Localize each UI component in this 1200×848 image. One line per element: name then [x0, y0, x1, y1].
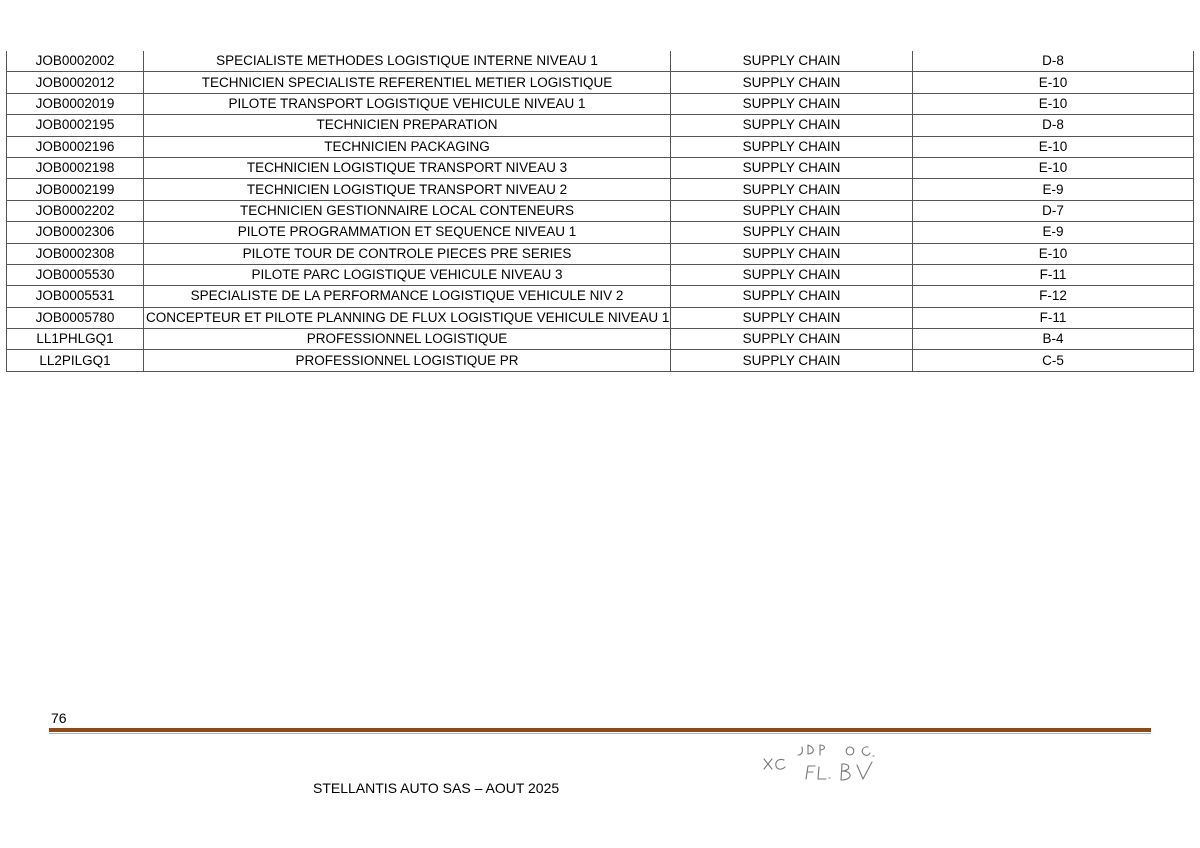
- job-code-cell: JOB0002308: [7, 243, 144, 264]
- job-title-cell: PROFESSIONNEL LOGISTIQUE PR: [144, 350, 671, 371]
- table-row: [7, 179, 1194, 200]
- job-code-cell: JOB0002195: [7, 115, 144, 136]
- job-title-cell: TECHNICIEN SPECIALISTE REFERENTIEL METIER LOGISTIQUE: [144, 72, 671, 93]
- job-code-cell: JOB0002196: [7, 136, 144, 157]
- job-code-cell: JOB0002306: [7, 222, 144, 243]
- table-row: [7, 200, 1194, 221]
- job-grade-cell: F-12: [913, 286, 1194, 307]
- job-title-cell: PILOTE PARC LOGISTIQUE VEHICULE NIVEAU 3: [144, 264, 671, 285]
- job-family-cell: SUPPLY CHAIN: [671, 93, 913, 114]
- job-grade-cell: D-8: [913, 115, 1194, 136]
- handwritten-initials: [756, 738, 896, 788]
- job-grade-cell: E-10: [913, 93, 1194, 114]
- job-family-cell: SUPPLY CHAIN: [671, 329, 913, 350]
- job-code-cell: JOB0002019: [7, 93, 144, 114]
- job-title-cell: CONCEPTEUR ET PILOTE PLANNING DE FLUX LOGISTIQUE VEHICULE NIVEAU 1: [144, 307, 671, 328]
- job-grade-cell: D-7: [913, 200, 1194, 221]
- job-title-cell: TECHNICIEN LOGISTIQUE TRANSPORT NIVEAU 2: [144, 179, 671, 200]
- job-family-cell: SUPPLY CHAIN: [671, 157, 913, 178]
- job-title-cell: PILOTE PROGRAMMATION ET SEQUENCE NIVEAU 1: [144, 222, 671, 243]
- footer-text: STELLANTIS AUTO SAS – AOUT 2025: [313, 780, 560, 796]
- job-grade-cell: C-5: [913, 350, 1194, 371]
- table-row: [7, 93, 1194, 114]
- job-family-cell: SUPPLY CHAIN: [671, 200, 913, 221]
- job-family-cell: SUPPLY CHAIN: [671, 51, 913, 72]
- job-code-cell: JOB0005531: [7, 286, 144, 307]
- job-family-cell: SUPPLY CHAIN: [671, 286, 913, 307]
- job-table: [6, 51, 1194, 372]
- job-grade-cell: B-4: [913, 329, 1194, 350]
- job-grade-cell: E-9: [913, 179, 1194, 200]
- job-code-cell: JOB0002002: [7, 51, 144, 72]
- job-title-cell: PILOTE TOUR DE CONTROLE PIECES PRE SERIES: [144, 243, 671, 264]
- table-row: [7, 157, 1194, 178]
- table-row: [7, 243, 1194, 264]
- job-family-cell: SUPPLY CHAIN: [671, 222, 913, 243]
- job-family-cell: SUPPLY CHAIN: [671, 264, 913, 285]
- table-row: [7, 51, 1194, 72]
- job-family-cell: SUPPLY CHAIN: [671, 243, 913, 264]
- table-row: [7, 264, 1194, 285]
- table-row: [7, 115, 1194, 136]
- job-title-cell: PILOTE TRANSPORT LOGISTIQUE VEHICULE NIVEAU 1: [144, 93, 671, 114]
- job-title-cell: SPECIALISTE METHODES LOGISTIQUE INTERNE NIVEAU 1: [144, 51, 671, 72]
- job-family-cell: SUPPLY CHAIN: [671, 72, 913, 93]
- table-row: [7, 329, 1194, 350]
- footer-rule: [49, 728, 1151, 732]
- job-grade-cell: E-10: [913, 157, 1194, 178]
- job-grade-cell: F-11: [913, 264, 1194, 285]
- table-row: [7, 136, 1194, 157]
- job-title-cell: PROFESSIONNEL LOGISTIQUE: [144, 329, 671, 350]
- job-title-cell: SPECIALISTE DE LA PERFORMANCE LOGISTIQUE VEHICULE NIV 2: [144, 286, 671, 307]
- job-grade-cell: E-10: [913, 243, 1194, 264]
- job-code-cell: JOB0005780: [7, 307, 144, 328]
- job-family-cell: SUPPLY CHAIN: [671, 136, 913, 157]
- table-row: [7, 307, 1194, 328]
- job-code-cell: JOB0002202: [7, 200, 144, 221]
- job-family-cell: SUPPLY CHAIN: [671, 115, 913, 136]
- job-grade-cell: E-10: [913, 72, 1194, 93]
- job-title-cell: TECHNICIEN PACKAGING: [144, 136, 671, 157]
- job-grade-cell: E-9: [913, 222, 1194, 243]
- job-grade-cell: D-8: [913, 51, 1194, 72]
- table-row: [7, 72, 1194, 93]
- footer-rule-thin: [49, 733, 1151, 734]
- job-code-cell: LL1PHLGQ1: [7, 329, 144, 350]
- job-code-cell: JOB0005530: [7, 264, 144, 285]
- job-family-cell: SUPPLY CHAIN: [671, 179, 913, 200]
- job-code-cell: JOB0002012: [7, 72, 144, 93]
- job-family-cell: SUPPLY CHAIN: [671, 350, 913, 371]
- job-code-cell: LL2PILGQ1: [7, 350, 144, 371]
- job-title-cell: TECHNICIEN GESTIONNAIRE LOCAL CONTENEURS: [144, 200, 671, 221]
- job-family-cell: SUPPLY CHAIN: [671, 307, 913, 328]
- table-row: [7, 286, 1194, 307]
- job-code-cell: JOB0002199: [7, 179, 144, 200]
- page-number: 76: [51, 710, 67, 726]
- job-title-cell: TECHNICIEN PREPARATION: [144, 115, 671, 136]
- job-title-cell: TECHNICIEN LOGISTIQUE TRANSPORT NIVEAU 3: [144, 157, 671, 178]
- job-table-body: [7, 51, 1194, 371]
- job-grade-cell: F-11: [913, 307, 1194, 328]
- table-row: [7, 222, 1194, 243]
- job-code-cell: JOB0002198: [7, 157, 144, 178]
- table-row: [7, 350, 1194, 371]
- job-grade-cell: E-10: [913, 136, 1194, 157]
